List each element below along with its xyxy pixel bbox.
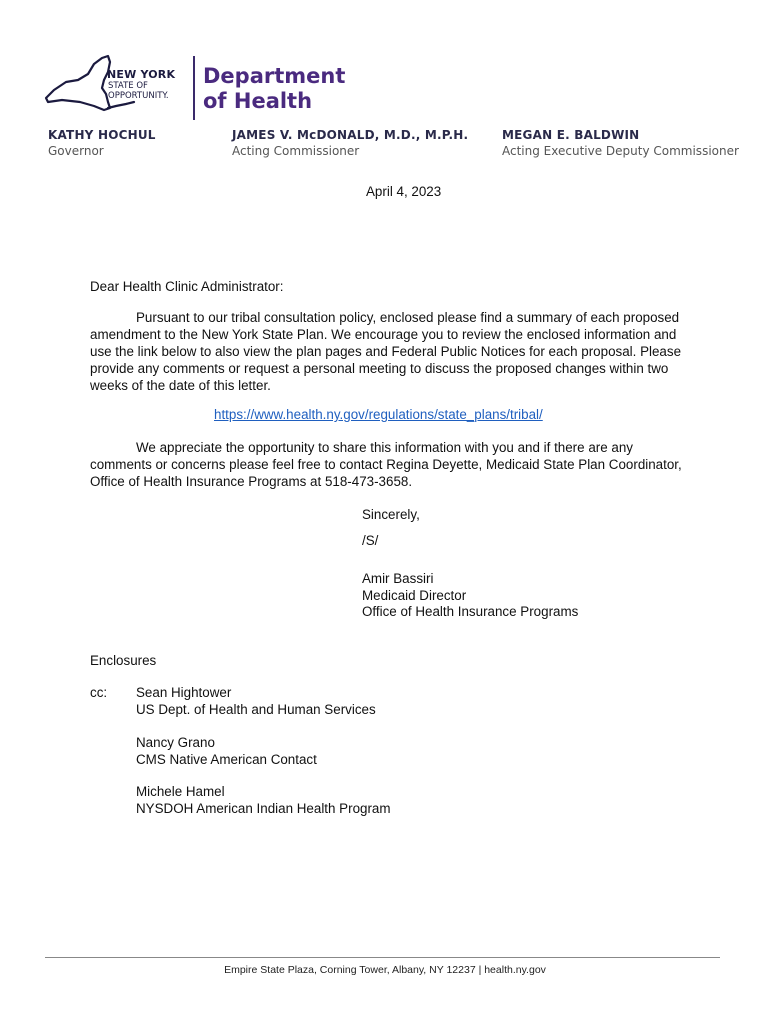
governor-name: KATHY HOCHUL: [48, 128, 156, 142]
signer-name: Amir Bassiri: [362, 571, 434, 586]
logo-state-of: STATE OF: [108, 81, 148, 91]
deputy-commissioner-name: MEGAN E. BALDWIN: [502, 128, 640, 142]
logo-divider: [193, 56, 195, 120]
cc-recipient-name: Nancy Grano: [136, 735, 215, 750]
paragraph-1-text: Pursuant to our tribal consultation policy, enclosed please find a summary of each proposed amendment to the New York State Plan. We encourage you to review the enclosed information and use the link below to also view the plan pages and Federal Public Notices for each proposal. Please provide any comments or request a personal meeting to discuss the proposed changes within two weeks of the date of this letter.: [90, 310, 682, 393]
dept-title-line1: Department: [203, 64, 346, 88]
signer-title: Medicaid Director: [362, 588, 467, 603]
paragraph-2-text: We appreciate the opportunity to share this information with you and if there are any comments or concerns please feel free to contact Regina Deyette, Medicaid State Plan Coordinator, Office of Health Insurance Programs at 518-473-3658.: [90, 440, 682, 489]
cc-recipient-org: NYSDOH American Indian Health Program: [136, 801, 391, 816]
governor-title: Governor: [48, 144, 104, 158]
paragraph-2: [90, 439, 690, 490]
commissioner-title: Acting Commissioner: [232, 144, 360, 158]
deputy-commissioner-title: Acting Executive Deputy Commissioner: [502, 144, 739, 158]
cc-recipient-name: Sean Hightower: [136, 685, 232, 700]
cc-recipient-org: CMS Native American Contact: [136, 752, 317, 767]
footer-divider: [45, 957, 720, 958]
closing: Sincerely,: [362, 507, 420, 522]
salutation: Dear Health Clinic Administrator:: [90, 279, 284, 294]
cc-recipient-org: US Dept. of Health and Human Services: [136, 702, 376, 717]
enclosures-label: Enclosures: [90, 653, 157, 668]
logo-new-york: NEW YORK: [107, 68, 176, 81]
cc-recipient-name: Michele Hamel: [136, 784, 225, 799]
commissioner-name: JAMES V. McDONALD, M.D., M.P.H.: [232, 128, 469, 142]
tribal-state-plans-link[interactable]: https://www.health.ny.gov/regulations/state_plans/tribal/: [214, 407, 543, 422]
dept-title-line2: of Health: [203, 89, 313, 113]
signature-mark: /S/: [362, 533, 379, 548]
cc-label: cc:: [90, 685, 108, 700]
footer-address: Empire State Plaza, Corning Tower, Albany, NY 12237 | health.ny.gov: [224, 964, 546, 976]
paragraph-1: [90, 309, 690, 394]
letter-date: April 4, 2023: [366, 184, 442, 199]
signer-office: Office of Health Insurance Programs: [362, 604, 579, 619]
logo-opportunity: OPPORTUNITY.: [108, 91, 169, 101]
